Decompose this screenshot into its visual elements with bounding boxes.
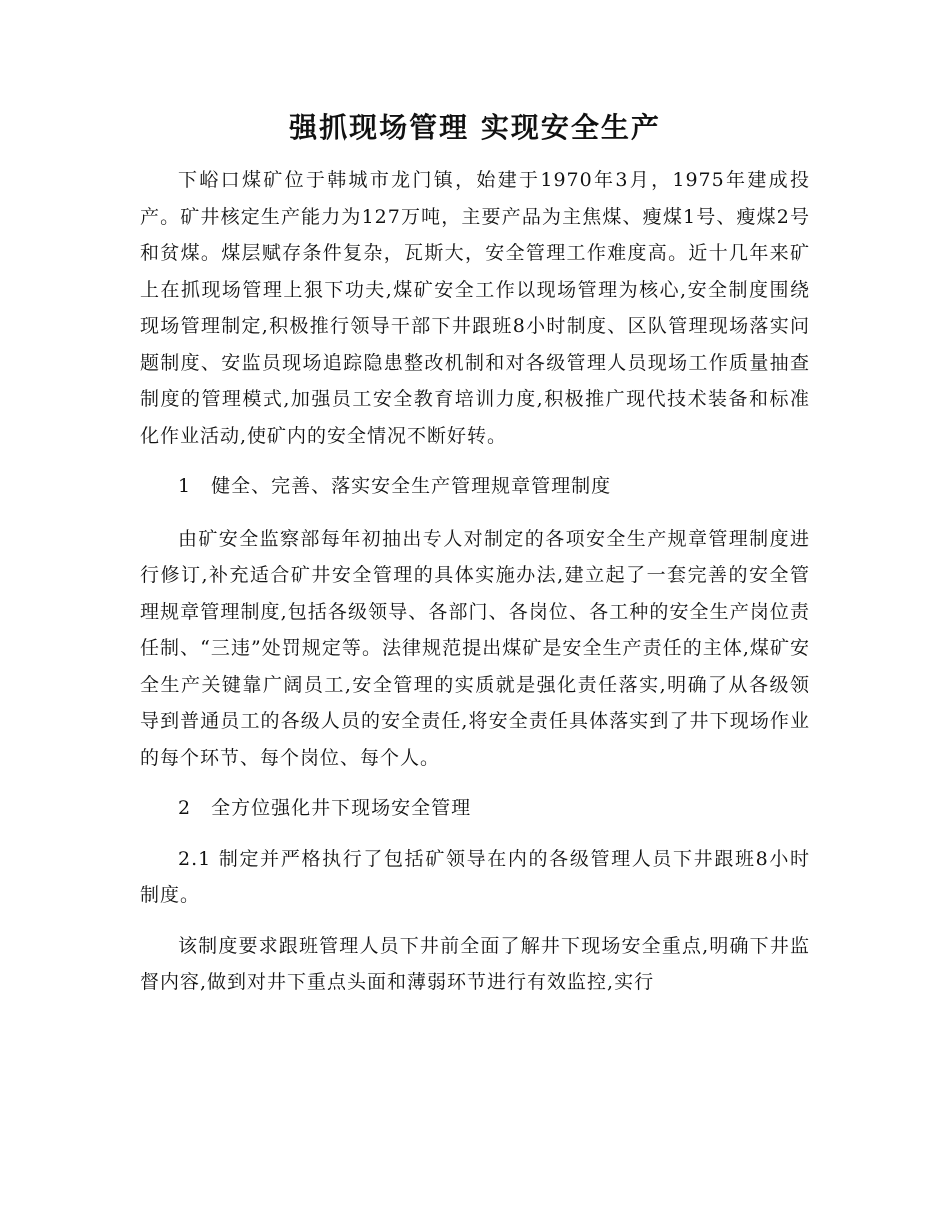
intro-paragraph: 下峪口煤矿位于韩城市龙门镇，始建于1970年3月，1975年建成投产。矿井核定生产能力为127万吨，主要产品为主焦煤、瘦煤1号、瘦煤2号和贫煤。煤层赋存条件复杂，瓦斯大，安全管理工作难度高。近十几年来矿上在抓现场管理上狠下功夫,煤矿安全工作以现场管理为核心,安全制度围绕现场管理制定,积极推行领导干部下井跟班8小时制度、区队管理现场落实问题制度、安监员现场追踪隐患整改机制和对各级管理人员现场工作质量抽查制度的管理模式,加强员工安全教育培训力度,积极推广现代技术装备和标准化作业活动,使矿内的安全情况不断好转。 bbox=[140, 169, 810, 447]
spacer bbox=[140, 454, 810, 468]
spacer bbox=[140, 505, 810, 521]
section-2-heading: 2 全方位强化井下现场安全管理 bbox=[178, 797, 472, 819]
section-1-heading: 1 健全、完善、落实安全生产管理规章管理制度 bbox=[178, 475, 612, 497]
document-title: 强抓现场管理 实现安全生产 bbox=[289, 111, 661, 144]
section-2-1-heading: 2.1 制定并严格执行了包括矿领导在内的各级管理人员下井跟班8小时制度。 bbox=[140, 847, 810, 906]
section-2-1-paragraph: 该制度要求跟班管理人员下井前全面了解井下现场安全重点,明确下井监督内容,做到对井下重点头面和薄弱环节进行有效监控,实行 bbox=[140, 934, 810, 993]
spacer bbox=[140, 776, 810, 790]
section-1-paragraph: 由矿安全监察部每年初抽出专人对制定的各项安全生产规章管理制度进行修订,补充适合矿井安全管理的具体实施办法,建立起了一套完善的安全管理规章管理制度,包括各级领导、各部门、各岗位、各工种的安全生产岗位责任制、“三违”处罚规定等。法律规范提出煤矿是安全生产责任的主体,煤矿安全生产关键靠广阔员工,安全管理的实质就是强化责任落实,明确了从各级领导到普通员工的各级人员的安全责任,将安全责任具体落实到了井下现场作业的每个环节、每个岗位、每个人。 bbox=[140, 527, 810, 769]
spacer bbox=[140, 827, 810, 841]
spacer bbox=[140, 914, 810, 928]
